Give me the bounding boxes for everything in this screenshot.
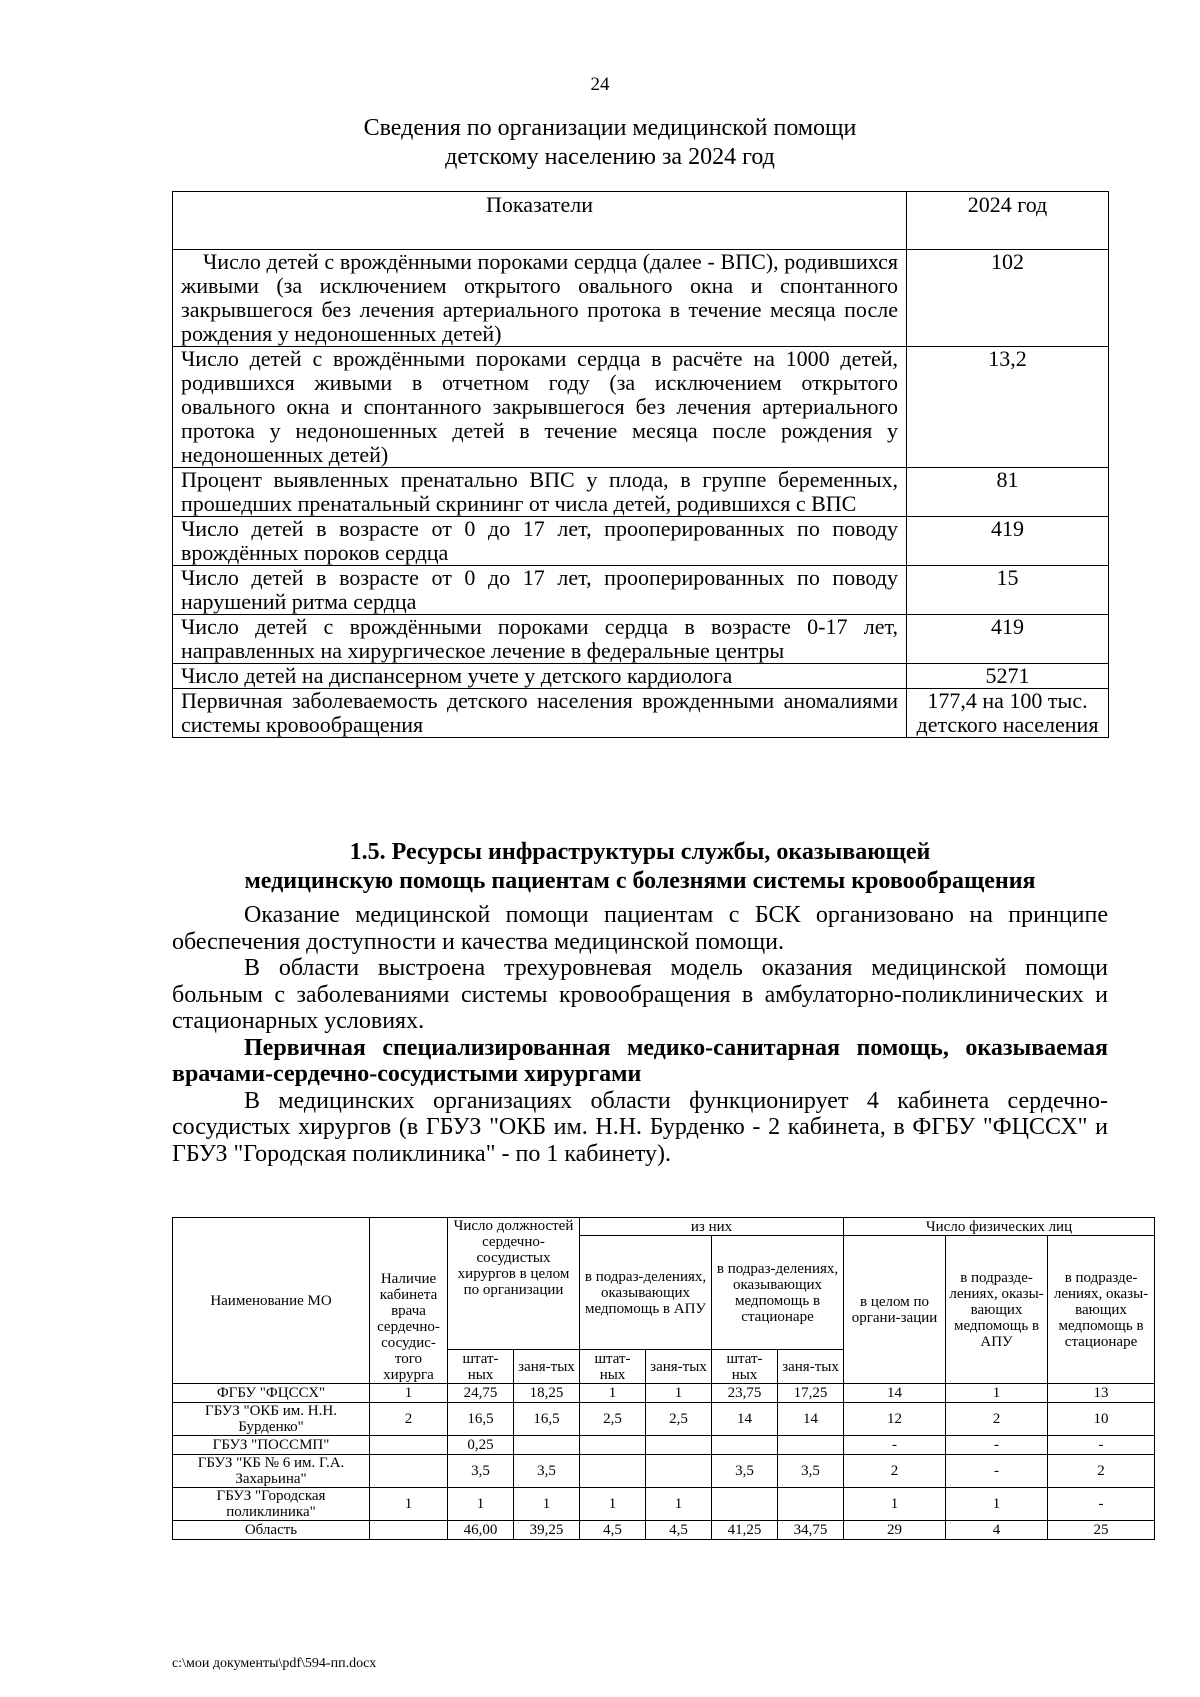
table-cell — [712, 1436, 778, 1455]
table-cell — [370, 1521, 448, 1540]
indicators-header-label: Показатели — [173, 192, 907, 250]
paragraph: Оказание медицинской помощи пациентам с БСК организовано на принципе обеспечения доступности и качества медицинской помощи. — [172, 902, 1108, 955]
header-mo-name: Наименование МО — [173, 1218, 370, 1384]
table-row — [173, 517, 1109, 566]
indicator-value: 15 — [907, 566, 1109, 615]
table-cell: 14 — [778, 1403, 844, 1436]
table-row — [173, 1403, 1155, 1436]
header-of-them: из них — [580, 1218, 844, 1236]
table-cell — [370, 1455, 448, 1488]
table-row — [173, 566, 1109, 615]
table-cell: 3,5 — [778, 1455, 844, 1488]
header-staff: штат-ных — [712, 1350, 778, 1384]
table-row — [173, 689, 1109, 738]
table-cell: 46,00 — [448, 1521, 514, 1540]
table-cell: - — [844, 1436, 946, 1455]
indicator-value: 177,4 на 100 тыс. детского населения — [907, 689, 1109, 738]
table-cell: 14 — [712, 1403, 778, 1436]
footer-file-path: c:\мои документы\pdf\594-пп.docx — [172, 1656, 377, 1671]
table-cell: 2 — [946, 1403, 1048, 1436]
indicator-label: Процент выявленных пренатально ВПС у плода, в группе беременных, прошедших пренатальный скрининг от числа детей, родившихся с ВПС — [173, 468, 907, 517]
table-cell: - — [1048, 1436, 1155, 1455]
table-cell: 1 — [646, 1488, 712, 1521]
table-cell: 1 — [448, 1488, 514, 1521]
table-cell: 13 — [1048, 1384, 1155, 1403]
header-staff: штат-ных — [580, 1350, 646, 1384]
bold-subheading: Первичная специализированная медико-санитарная помощь, оказываемая врачами-сердечно-сосудистыми хирургами — [172, 1034, 1108, 1087]
table-cell — [712, 1488, 778, 1521]
table-cell — [646, 1455, 712, 1488]
table-cell — [580, 1436, 646, 1455]
header-cabinet: Наличие кабинета врача сердечно-сосудис-того хирурга — [370, 1218, 448, 1384]
table-row — [173, 1521, 1155, 1540]
paragraph: В области выстроена трехуровневая модель оказания медицинской помощи больным с заболеваниями системы кровообращения в амбулаторно-поликлинических и стационарных условиях. — [172, 955, 1108, 1034]
table-cell: 1 — [580, 1488, 646, 1521]
indicator-value: 81 — [907, 468, 1109, 517]
table-header-row — [173, 1218, 1155, 1236]
mo-name-cell: ГБУЗ "Городская поликлиника" — [173, 1488, 370, 1521]
table-cell: 1 — [370, 1488, 448, 1521]
table-cell — [370, 1436, 448, 1455]
table-cell — [646, 1436, 712, 1455]
table-cell: 2,5 — [580, 1403, 646, 1436]
header-staff: штат-ных — [448, 1350, 514, 1384]
table-cell: 1 — [370, 1384, 448, 1403]
table-cell: 17,25 — [778, 1384, 844, 1403]
table-row — [173, 347, 1109, 468]
mo-name-cell: ГБУЗ "ОКБ им. Н.Н. Бурденко" — [173, 1403, 370, 1436]
header-apu: в подраз-делениях, оказывающих медпомощь в АПУ — [580, 1236, 712, 1350]
table-cell: 1 — [580, 1384, 646, 1403]
table-cell: - — [1048, 1488, 1155, 1521]
header-occupied: заня-тых — [646, 1350, 712, 1384]
table-cell: 2 — [844, 1455, 946, 1488]
header-persons: Число физических лиц — [844, 1218, 1155, 1236]
header-persons-total: в целом по органи-зации — [844, 1236, 946, 1384]
table-cell: 41,25 — [712, 1521, 778, 1540]
indicator-value: 419 — [907, 517, 1109, 566]
indicator-label: Первичная заболеваемость детского населения врожденными аномалиями системы кровообращения — [173, 689, 907, 738]
mo-name-cell: ГБУЗ "ПОССМП" — [173, 1436, 370, 1455]
table-cell: 16,5 — [448, 1403, 514, 1436]
table-row — [173, 1488, 1155, 1521]
table-cell: 4,5 — [580, 1521, 646, 1540]
section-title-line-2: медицинскую помощь пациентам с болезнями системы кровообращения — [244, 868, 1036, 894]
table-cell: 1 — [646, 1384, 712, 1403]
table-cell: 25 — [1048, 1521, 1155, 1540]
table-cell: 3,5 — [514, 1455, 580, 1488]
indicator-label: Число детей в возрасте от 0 до 17 лет, прооперированных по поводу нарушений ритма сердца — [173, 566, 907, 615]
section-title-line-1: 1.5. Ресурсы инфраструктуры службы, оказывающей — [349, 839, 931, 865]
table-cell: 4,5 — [646, 1521, 712, 1540]
table-cell: 1 — [946, 1384, 1048, 1403]
table-row — [173, 664, 1109, 689]
table-cell: 39,25 — [514, 1521, 580, 1540]
table-row — [173, 250, 1109, 347]
indicators-header-year: 2024 год — [907, 192, 1109, 250]
section-title — [172, 838, 1108, 896]
table-cell: 2,5 — [646, 1403, 712, 1436]
header-occupied: заня-тых — [514, 1350, 580, 1384]
section-body — [172, 902, 1108, 1167]
table-row — [173, 1384, 1155, 1403]
indicator-label: Число детей с врождёнными пороками сердца (далее - ВПС), родившихся живыми (за исключением открытого овального окна и спонтанного закрывшегося без лечения артериального протока в течение месяца после рождения у недоношенных детей) — [173, 250, 907, 347]
header-positions: Число должностей сердечно-сосудистых хирургов в целом по организации — [448, 1218, 580, 1350]
indicator-label: Число детей в возрасте от 0 до 17 лет, прооперированных по поводу врождённых пороков сердца — [173, 517, 907, 566]
table-cell — [514, 1436, 580, 1455]
table-cell: 3,5 — [712, 1455, 778, 1488]
indicator-value: 13,2 — [907, 347, 1109, 468]
document-title-line-2: детскому населению за 2024 год — [445, 144, 775, 170]
table-cell: 1 — [946, 1488, 1048, 1521]
indicators-table-header — [173, 192, 1109, 250]
table-cell — [580, 1455, 646, 1488]
surgeons-table-body — [173, 1384, 1155, 1540]
indicators-table — [172, 191, 1109, 738]
mo-name-cell: Область — [173, 1521, 370, 1540]
table-row — [173, 615, 1109, 664]
table-cell: 0,25 — [448, 1436, 514, 1455]
table-cell: - — [946, 1436, 1048, 1455]
paragraph: В медицинских организациях области функционирует 4 кабинета сердечно-сосудистых хирургов (в ГБУЗ "ОКБ им. Н.Н. Бурденко - 2 кабинета, в ФГБУ "ФЦССХ" и ГБУЗ "Городская поликлиника" - по 1 кабинету). — [172, 1087, 1108, 1167]
table-cell: 12 — [844, 1403, 946, 1436]
table-cell — [778, 1488, 844, 1521]
indicator-value: 5271 — [907, 664, 1109, 689]
header-stationary: в подраз-делениях, оказывающих медпомощь в стационаре — [712, 1236, 844, 1350]
header-persons-apu: в подразде-лениях, оказы-вающих медпомощь в АПУ — [946, 1236, 1048, 1384]
table-cell: 1 — [514, 1488, 580, 1521]
table-row — [173, 1436, 1155, 1455]
indicator-label: Число детей с врождёнными пороками сердца в расчёте на 1000 детей, родившихся живыми в отчетном году (за исключением открытого овального окна и спонтанного закрывшегося без лечения артериального протока у недоношенных детей в течение месяца после рождения у недоношенных детей) — [173, 347, 907, 468]
table-cell: 16,5 — [514, 1403, 580, 1436]
table-cell: 10 — [1048, 1403, 1155, 1436]
table-cell: 18,25 — [514, 1384, 580, 1403]
mo-name-cell: ГБУЗ "КБ № 6 им. Г.А. Захарьина" — [173, 1455, 370, 1488]
header-persons-stationary: в подразде-лениях, оказы-вающих медпомощь в стационаре — [1048, 1236, 1155, 1384]
table-cell: 3,5 — [448, 1455, 514, 1488]
table-cell: 23,75 — [712, 1384, 778, 1403]
document-title — [300, 114, 920, 172]
table-cell: 4 — [946, 1521, 1048, 1540]
page-number: 24 — [590, 74, 610, 95]
mo-name-cell: ФГБУ "ФЦССХ" — [173, 1384, 370, 1403]
table-cell: 14 — [844, 1384, 946, 1403]
surgeons-table — [172, 1217, 1155, 1540]
indicator-value: 102 — [907, 250, 1109, 347]
table-cell: 29 — [844, 1521, 946, 1540]
indicator-label: Число детей с врождёнными пороками сердца в возрасте 0-17 лет, направленных на хирургическое лечение в федеральные центры — [173, 615, 907, 664]
table-cell: 1 — [844, 1488, 946, 1521]
header-occupied: заня-тых — [778, 1350, 844, 1384]
document-title-line-1: Сведения по организации медицинской помощи — [363, 115, 857, 141]
table-cell: 2 — [1048, 1455, 1155, 1488]
table-row — [173, 468, 1109, 517]
table-cell — [778, 1436, 844, 1455]
table-cell: 2 — [370, 1403, 448, 1436]
indicator-label: Число детей на диспансерном учете у детского кардиолога — [173, 664, 907, 689]
table-cell: - — [946, 1455, 1048, 1488]
table-cell: 24,75 — [448, 1384, 514, 1403]
table-cell: 34,75 — [778, 1521, 844, 1540]
table-row — [173, 1455, 1155, 1488]
indicator-value: 419 — [907, 615, 1109, 664]
